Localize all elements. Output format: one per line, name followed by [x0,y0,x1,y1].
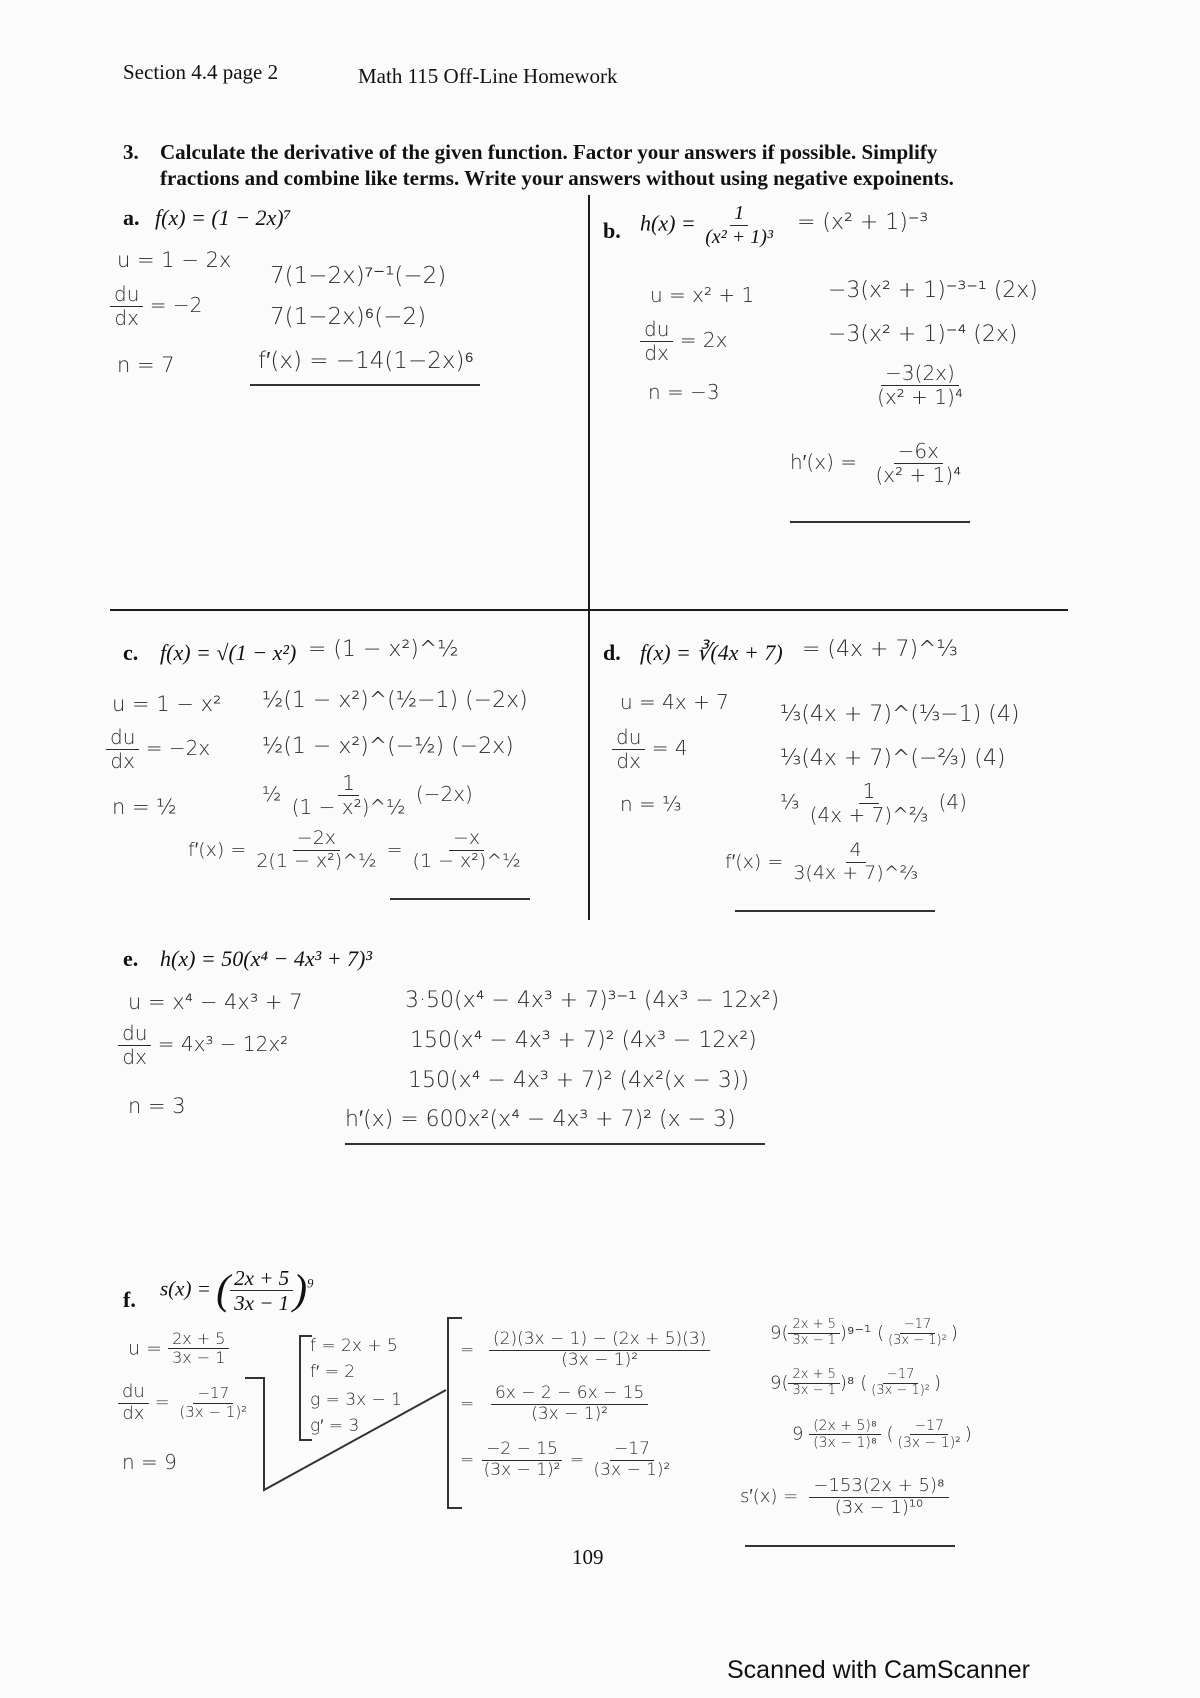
part-f-n: n = 9 [122,1450,177,1474]
part-f-result-3: 9 $\frac{\text{(2x + 5)⁸}}{\text{(3x − 1)⁸}}$ ( $\frac{-17}{\text{(3x − 1)²}}$ ) [792,1418,972,1452]
instructions-line-1: Calculate the derivative of the given function. Factor your answers if possible. Simplify [160,140,938,164]
part-f-quotient-1: = $\frac{(2)(3x - 1) - (2x + 5)(3)}{\text{(3x − 1)²}}$ [460,1330,720,1370]
part-b-step-3: $\frac{-3(2x)}{\text{(x² + 1)⁴}}$ [877,361,963,409]
part-d-function: f(x) = ∛(4x + 7) [640,640,783,665]
part-c-step-2: ½(1 − x²)^(−½) (−2x) [262,734,514,759]
part-f-f: f = 2x + 5 [310,1336,398,1356]
part-f-result-2: 9( $\frac{2x + 5}{3x - 1}$ )⁸ ( $\frac{-17}{\text{(3x − 1)²}}$ ) [770,1367,942,1398]
part-e-function: h(x) = 50(x⁴ − 4x³ + 7)³ [160,946,372,971]
part-a-function: f(x) = (1 − 2x)⁷ [155,205,292,230]
part-b-du: $\frac{du}{dx}$ = 2x [640,318,727,365]
part-f-quotient-3: = $\frac{-2 - 15}{\text{(3x − 1)²}}$ = $\frac{-17}{\text{(3x − 1)²}}$ [460,1439,671,1480]
part-e-label: e. [123,946,139,971]
part-a-step-1: 7(1−2x)⁷⁻¹(−2) [270,263,447,289]
part-b-function: h(x) = $\frac{1}{\text{(x² + 1)³}}$ [640,202,773,248]
part-f-label: f. [123,1287,136,1312]
part-f-gprime: g′ = 3 [310,1416,360,1436]
part-d-step-1: ⅓(4x + 7)^(⅓−1) (4) [780,702,1020,727]
part-d-du: $\frac{du}{dx}$ = 4 [612,726,688,773]
part-c-step-1: ½(1 − x²)^(½−1) (−2x) [262,688,528,713]
part-f-u: u = $\frac{2x + 5}{3x - 1}$ [128,1330,229,1368]
scanner-watermark: Scanned with CamScanner [727,1656,1030,1684]
part-e-step-1: 3·50(x⁴ − 4x³ + 7)³⁻¹ (4x³ − 12x²) [405,988,780,1013]
part-e-step-2: 150(x⁴ − 4x³ + 7)² (4x³ − 12x²) [410,1028,757,1053]
part-a-label: a. [123,205,140,230]
part-d-answer: f′(x) = $\frac{4}{\text{3(4x + 7)\textasciicircum{}⅔}}$ [725,839,918,884]
section-label: Section 4.4 page 2 [123,60,279,84]
instructions-line-2: fractions and combine like terms. Write your answers without using negative expoinents. [160,166,954,190]
part-b-label: b. [603,218,621,243]
part-b-n: n = −3 [648,380,720,404]
page-number: 109 [572,1545,604,1569]
part-d-n: n = ⅓ [620,792,682,816]
part-f-answer: s′(x) = $\frac{\text{−153(2x + 5)⁸}}{\text{(3x − 1)¹⁰}}$ [740,1476,954,1518]
part-e-u: u = x⁴ − 4x³ + 7 [128,990,303,1014]
part-d-step-2: ⅓(4x + 7)^(−⅔) (4) [780,746,1006,771]
part-b-u: u = x² + 1 [650,283,755,307]
part-c-answer: f′(x) = $\frac{-2x}{\text{2(1 − x²)\textasciicircum{}½}}$ = $\frac{-x}{\text{(1 − x²)\textasciicircum{}½}}$ [188,827,521,872]
part-b-rewrite: = (x² + 1)⁻³ [797,210,929,235]
part-d-u: u = 4x + 7 [620,690,729,714]
part-c-step-3: ½ $\frac{1}{\text{(1 − x²)\textasciicircum{}½}}$ (−2x) [262,771,473,819]
part-f-result-1: 9( $\frac{2x + 5}{3x - 1}$ )⁹⁻¹ ( $\frac{-17}{\text{(3x − 1)²}}$ ) [770,1317,958,1348]
part-f-fprime: f′ = 2 [310,1362,356,1382]
part-b-step-1: −3(x² + 1)⁻³⁻¹ (2x) [828,278,1038,303]
part-f-du: $\frac{du}{dx}$ = $\frac{-17}{\text{(3x − 1)²}}$ [118,1382,251,1424]
part-f-function: s(x) = ( $\frac{2x + 5}{3x - 1}$ )$^9$ [160,1266,314,1316]
part-a-u: u = 1 − 2x [117,248,232,272]
part-a-answer: f′(x) = −14(1−2x)⁶ [258,348,474,374]
part-e-n: n = 3 [128,1094,186,1118]
part-a-step-2: 7(1−2x)⁶(−2) [270,304,427,330]
part-c-label: c. [123,640,139,665]
part-c-u: u = 1 − x² [112,692,222,716]
part-c-n: n = ½ [112,795,177,819]
part-a-du: $\frac{du}{dx}$ = −2 [110,283,202,330]
part-c-function: f(x) = √(1 − x²) [160,640,297,665]
part-e-du: $\frac{du}{dx}$ = 4x³ − 12x² [118,1022,288,1069]
part-b-answer: h′(x) = $\frac{-6x}{\text{(x² + 1)⁴}}$ [790,439,962,487]
part-d-step-3: ⅓ $\frac{1}{\text{(4x + 7)\textasciicircum{}⅔}}$ (4) [780,779,967,827]
part-a-n: n = 7 [117,353,175,377]
course-title: Math 115 Off-Line Homework [358,64,618,88]
part-f-g: g = 3x − 1 [310,1390,402,1410]
part-f-quotient-2: = $\frac{6x - 2 - 6x - 15}{\text{(3x − 1)²}}$ [460,1384,660,1424]
part-d-label: d. [603,640,621,665]
part-b-step-2: −3(x² + 1)⁻⁴ (2x) [828,322,1018,347]
part-c-du: $\frac{du}{dx}$ = −2x [106,726,210,773]
part-e-step-3: 150(x⁴ − 4x³ + 7)² (4x²(x − 3)) [408,1068,750,1093]
part-e-answer: h′(x) = 600x²(x⁴ − 4x³ + 7)² (x − 3) [345,1107,736,1132]
part-c-rewrite: = (1 − x²)^½ [308,637,459,662]
problem-number: 3. [123,140,139,164]
part-d-rewrite: = (4x + 7)^⅓ [802,637,958,662]
